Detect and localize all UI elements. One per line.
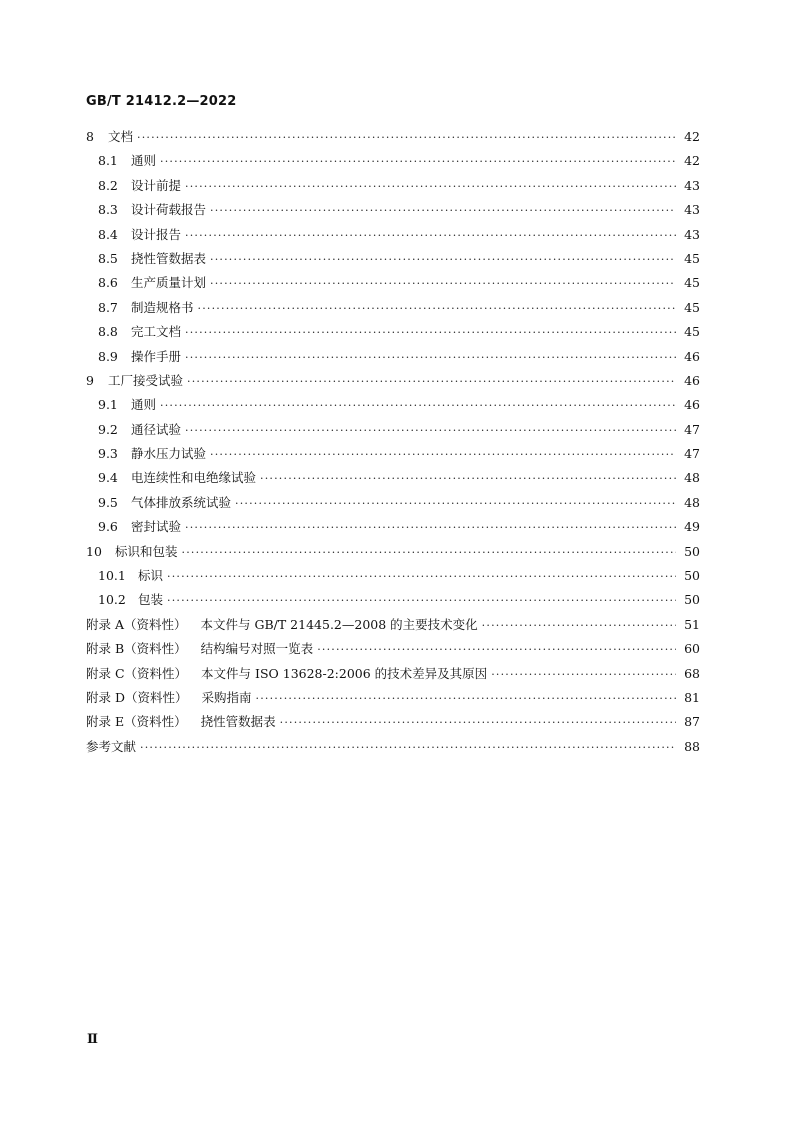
toc-dot-leader [160, 155, 676, 168]
toc-dot-leader [185, 521, 676, 534]
toc-entry-title: 标识 [138, 568, 164, 584]
toc-entry-title: 结构编号对照一览表 [200, 641, 314, 657]
toc-entry-title: 工厂接受试验 [108, 372, 184, 388]
toc-entry[interactable] [86, 517, 700, 541]
toc-entry-number: 10 [86, 543, 102, 559]
toc-entry-page: 45 [684, 299, 700, 315]
toc-entry-page: 88 [684, 738, 700, 754]
toc-entry-page: 42 [684, 129, 700, 144]
toc-entry-number: 8 [86, 129, 94, 144]
toc-entry-title: 生产质量计划 [131, 275, 207, 291]
toc-entry-page: 47 [684, 446, 700, 462]
toc-entry-title: 静水压力试验 [131, 446, 207, 462]
toc-entry-number: 8.5 [98, 250, 118, 266]
toc-entry[interactable] [86, 542, 700, 566]
toc-entry-title: 文档 [108, 129, 134, 144]
toc-dot-leader [185, 424, 676, 437]
toc-entry[interactable] [86, 322, 700, 346]
toc-dot-leader [185, 229, 676, 242]
toc-entry-page: 43 [684, 177, 700, 193]
toc-entry-page: 47 [684, 421, 700, 437]
toc-entry-number: 10.2 [98, 592, 126, 608]
toc-dot-leader [210, 204, 676, 217]
toc-entry-page: 50 [684, 543, 700, 559]
toc-dot-leader [160, 399, 676, 412]
toc-entry-page: 46 [684, 372, 700, 388]
toc-entry-page: 50 [684, 568, 700, 584]
toc-entry-number: 9 [86, 372, 94, 388]
toc-appendix-entry[interactable] [86, 712, 700, 736]
toc-dot-leader [185, 351, 676, 364]
toc-dot-leader [137, 131, 676, 144]
toc-entry-number: 8.1 [98, 153, 118, 169]
toc-entry-number: 附录 E（资料性） [86, 714, 187, 730]
toc-entry-page: 68 [684, 665, 700, 681]
toc-dot-leader [280, 716, 676, 729]
toc-entry-title: 设计荷载报告 [131, 202, 207, 218]
toc-entry-number: 10.1 [98, 568, 126, 584]
toc-entry-number: 8.4 [98, 226, 118, 242]
toc-entry-title: 密封试验 [131, 519, 182, 535]
toc-dot-leader [210, 277, 676, 290]
toc-entry-page: 48 [684, 494, 700, 510]
toc-entry[interactable] [86, 176, 700, 200]
toc-entry-title: 本文件与 GB/T 21445.2—2008 的主要技术变化 [200, 616, 478, 632]
toc-entry-page: 42 [684, 153, 700, 169]
toc-entry-number: 9.6 [98, 519, 118, 535]
toc-entry-title: 设计前提 [131, 177, 182, 193]
toc-entry-number: 8.3 [98, 202, 118, 218]
toc-entry-title: 通径试验 [131, 421, 182, 437]
standard-number-header: GB/T 21412.2—2022 [86, 94, 237, 109]
toc-entry[interactable] [86, 273, 700, 297]
toc-entry[interactable] [86, 493, 700, 517]
toc-entry-page: 60 [684, 641, 700, 657]
toc-entry-page: 45 [684, 324, 700, 340]
toc-dot-leader [482, 619, 676, 632]
toc-entry-title: 采购指南 [201, 689, 252, 705]
toc-entry-page: 51 [684, 616, 700, 632]
page-number-footer: Ⅱ [87, 1032, 98, 1047]
toc-entry-title: 通则 [131, 397, 157, 413]
toc-entry-number: 8.7 [98, 299, 118, 315]
toc-entry[interactable] [86, 395, 700, 419]
toc-entry-number: 9.2 [98, 421, 118, 437]
toc-entry-number: 9.1 [98, 397, 118, 413]
toc-entry-title: 参考文献 [86, 738, 137, 754]
toc-entry-title: 设计报告 [131, 226, 182, 242]
toc-dot-leader [182, 546, 676, 559]
toc-entry[interactable] [86, 225, 700, 249]
toc-entry-number: 9.4 [98, 470, 118, 486]
toc-entry-number: 8.9 [98, 348, 118, 364]
toc-entry[interactable] [86, 420, 700, 444]
toc-entry[interactable] [86, 298, 700, 322]
toc-entry-title: 挠性管数据表 [131, 250, 207, 266]
toc-entry-number: 附录 C（资料性） [86, 665, 188, 681]
toc-entry[interactable] [86, 590, 700, 614]
toc-entry-title: 标识和包装 [115, 543, 178, 559]
toc-entry-page: 87 [684, 714, 700, 730]
toc-dot-leader [260, 472, 676, 485]
toc-entry-number: 附录 D（资料性） [86, 689, 188, 705]
toc-entry-number: 8.6 [98, 275, 118, 291]
toc-dot-leader [140, 741, 676, 754]
toc-entry-title: 通则 [131, 153, 157, 169]
toc-entry[interactable] [86, 347, 700, 371]
toc-entry-title: 制造规格书 [131, 299, 194, 315]
toc-dot-leader [256, 692, 676, 705]
toc-entry-number: 8.8 [98, 324, 118, 340]
toc-entry-number: 附录 A（资料性） [86, 616, 187, 632]
toc-dot-leader [187, 375, 676, 388]
toc-entry-page: 45 [684, 250, 700, 266]
toc-entry[interactable] [86, 127, 700, 151]
toc-entry[interactable] [86, 200, 700, 224]
toc-entry-number: 9.3 [98, 446, 118, 462]
toc-entry-title: 气体排放系统试验 [131, 494, 232, 510]
toc-dot-leader [198, 302, 676, 315]
toc-entry-title: 操作手册 [131, 348, 182, 364]
toc-entry-page: 43 [684, 202, 700, 218]
toc-entry-title: 挠性管数据表 [200, 714, 276, 730]
toc-appendix-entry[interactable] [86, 688, 700, 712]
toc-appendix-entry[interactable] [86, 615, 700, 639]
toc-dot-leader [185, 326, 676, 339]
table-of-contents [86, 127, 700, 761]
toc-entry-number: 附录 B（资料性） [86, 641, 187, 657]
toc-entry-number: 8.2 [98, 177, 118, 193]
toc-dot-leader [210, 253, 676, 266]
toc-dot-leader [167, 570, 676, 583]
toc-dot-leader [235, 497, 676, 510]
toc-entry-page: 46 [684, 348, 700, 364]
toc-entry-title: 完工文档 [131, 324, 182, 340]
toc-dot-leader [167, 594, 676, 607]
toc-entry[interactable] [86, 566, 700, 590]
toc-entry-title: 本文件与 ISO 13628-2:2006 的技术差异及其原因 [201, 665, 488, 681]
toc-entry-title: 包装 [138, 592, 164, 608]
toc-entry-page: 81 [684, 689, 700, 705]
toc-entry-page: 43 [684, 226, 700, 242]
toc-dot-leader [185, 180, 676, 193]
toc-entry-page: 50 [684, 592, 700, 608]
toc-appendix-entry[interactable] [86, 639, 700, 663]
toc-dot-leader [317, 643, 676, 656]
toc-entry[interactable] [86, 444, 700, 468]
toc-dot-leader [210, 448, 676, 461]
toc-entry-page: 46 [684, 397, 700, 413]
toc-entry-page: 49 [684, 519, 700, 535]
toc-entry[interactable] [86, 371, 700, 395]
toc-entry[interactable] [86, 468, 700, 492]
toc-entry-page: 48 [684, 470, 700, 486]
toc-dot-leader [491, 668, 676, 681]
toc-entry[interactable] [86, 249, 700, 273]
toc-entry-page: 45 [684, 275, 700, 291]
toc-appendix-entry[interactable] [86, 737, 700, 761]
toc-entry-number: 9.5 [98, 494, 118, 510]
toc-entry-title: 电连续性和电绝缘试验 [131, 470, 257, 486]
toc-appendix-entry[interactable] [86, 664, 700, 688]
toc-entry[interactable] [86, 151, 700, 175]
